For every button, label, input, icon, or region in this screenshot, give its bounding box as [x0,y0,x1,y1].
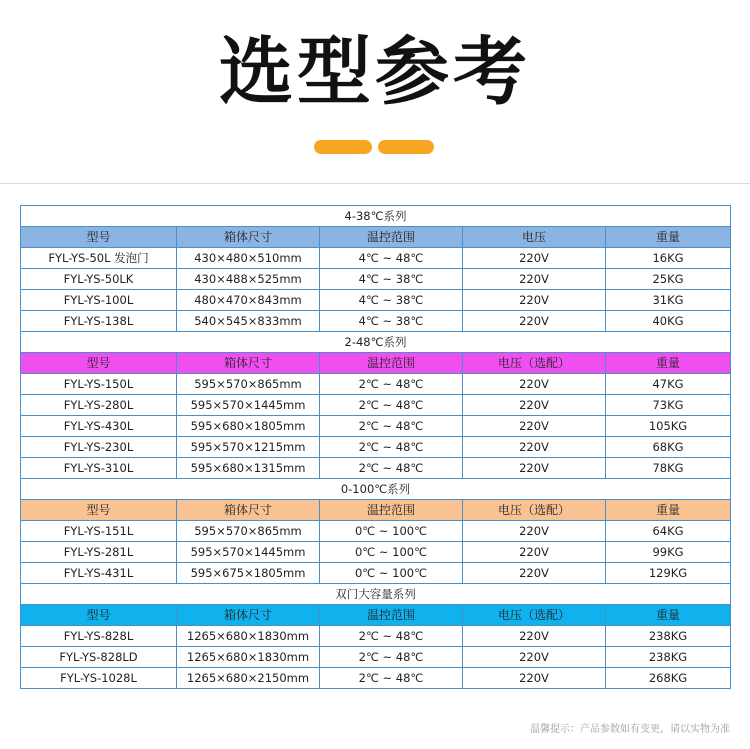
divider [0,183,750,184]
table-cell: FYL-YS-151L [21,521,177,542]
column-header-row [21,227,731,248]
table-row [21,290,731,311]
table-cell: 4℃ ~ 38℃ [320,290,463,311]
table-cell: 595×570×1215mm [177,437,320,458]
table-row [21,668,731,689]
column-header: 箱体尺寸 [177,353,320,374]
table-cell: 220V [463,626,606,647]
table-cell: FYL-YS-430L [21,416,177,437]
column-header: 重量 [606,500,731,521]
column-header: 重量 [606,605,731,626]
table-row [21,248,731,269]
table-row [21,395,731,416]
table-row [21,542,731,563]
table-cell: 595×570×865mm [177,521,320,542]
table-cell: 31KG [606,290,731,311]
table-row [21,416,731,437]
table-cell: 2℃ ~ 48℃ [320,647,463,668]
column-header: 电压（选配） [463,605,606,626]
table-row [21,437,731,458]
column-header: 箱体尺寸 [177,605,320,626]
table-cell: FYL-YS-150L [21,374,177,395]
table-cell: 40KG [606,311,731,332]
table-cell: 99KG [606,542,731,563]
table-cell: 595×680×1315mm [177,458,320,479]
table-cell: 268KG [606,668,731,689]
column-header: 箱体尺寸 [177,227,320,248]
table-cell: FYL-YS-310L [21,458,177,479]
table-cell: 220V [463,647,606,668]
table-cell: FYL-YS-828LD [21,647,177,668]
table-cell: 238KG [606,647,731,668]
table-cell: 2℃ ~ 48℃ [320,374,463,395]
table-cell: 220V [463,458,606,479]
title-decoration-right [378,140,434,154]
footnote: 温馨提示：产品参数如有变更，请以实物为准 [530,724,730,735]
table-cell: 220V [463,437,606,458]
table-cell: FYL-YS-100L [21,290,177,311]
table-cell: 220V [463,563,606,584]
table-row [21,458,731,479]
column-header: 温控范围 [320,605,463,626]
table-cell: 430×488×525mm [177,269,320,290]
table-cell: 220V [463,521,606,542]
table-cell: 1265×680×1830mm [177,647,320,668]
table-cell: 595×570×1445mm [177,542,320,563]
table-cell: 4℃ ~ 38℃ [320,311,463,332]
table-cell: FYL-YS-828L [21,626,177,647]
column-header-row [21,353,731,374]
table-cell: 595×570×1445mm [177,395,320,416]
table-cell: 64KG [606,521,731,542]
table-cell: 4℃ ~ 48℃ [320,248,463,269]
column-header: 电压（选配） [463,500,606,521]
table-cell: 220V [463,668,606,689]
table-cell: 595×570×865mm [177,374,320,395]
table-cell: 480×470×843mm [177,290,320,311]
series-title: 4-38℃系列 [21,206,731,227]
column-header: 温控范围 [320,353,463,374]
table-cell: 595×680×1805mm [177,416,320,437]
table-cell: 2℃ ~ 48℃ [320,626,463,647]
table-cell: 595×675×1805mm [177,563,320,584]
table-cell: 220V [463,395,606,416]
column-header: 型号 [21,605,177,626]
table-row [21,269,731,290]
series-title: 0-100℃系列 [21,479,731,500]
table-row [21,374,731,395]
table-cell: FYL-YS-230L [21,437,177,458]
series-title: 双门大容量系列 [21,584,731,605]
column-header: 型号 [21,353,177,374]
table-cell: 220V [463,416,606,437]
table-cell: 105KG [606,416,731,437]
table-cell: FYL-YS-280L [21,395,177,416]
table-cell: FYL-YS-50L 发泡门 [21,248,177,269]
table-cell: 220V [463,290,606,311]
column-header: 电压（选配） [463,353,606,374]
column-header: 型号 [21,227,177,248]
table-cell: 1265×680×1830mm [177,626,320,647]
column-header: 箱体尺寸 [177,500,320,521]
column-header: 温控范围 [320,227,463,248]
column-header: 重量 [606,227,731,248]
table-cell: 47KG [606,374,731,395]
table-cell: 2℃ ~ 48℃ [320,395,463,416]
table-cell: 2℃ ~ 48℃ [320,668,463,689]
table-cell: 2℃ ~ 48℃ [320,416,463,437]
table-cell: 2℃ ~ 48℃ [320,458,463,479]
series-title-row [21,479,731,500]
table-cell: 220V [463,374,606,395]
column-header: 重量 [606,353,731,374]
table-cell: 0℃ ~ 100℃ [320,542,463,563]
column-header: 型号 [21,500,177,521]
page-title: 选型参考 [219,29,531,115]
table-cell: 220V [463,542,606,563]
table-cell: 4℃ ~ 38℃ [320,269,463,290]
table-row [21,647,731,668]
column-header-row [21,500,731,521]
table-cell: 1265×680×2150mm [177,668,320,689]
table-cell: 540×545×833mm [177,311,320,332]
table-row [21,563,731,584]
table-cell: FYL-YS-50LK [21,269,177,290]
table-cell: FYL-YS-1028L [21,668,177,689]
table-cell: 2℃ ~ 48℃ [320,437,463,458]
table-cell: 238KG [606,626,731,647]
column-header: 温控范围 [320,500,463,521]
spec-table [20,205,731,689]
table-cell: 73KG [606,395,731,416]
column-header: 电压 [463,227,606,248]
table-row [21,311,731,332]
series-title: 2-48℃系列 [21,332,731,353]
table-cell: 430×480×510mm [177,248,320,269]
series-title-row [21,332,731,353]
table-row [21,521,731,542]
table-cell: 220V [463,311,606,332]
table-cell: 78KG [606,458,731,479]
table-cell: 0℃ ~ 100℃ [320,563,463,584]
column-header-row [21,605,731,626]
table-cell: FYL-YS-431L [21,563,177,584]
series-title-row [21,206,731,227]
table-cell: 220V [463,269,606,290]
table-cell: FYL-YS-138L [21,311,177,332]
series-title-row [21,584,731,605]
table-cell: FYL-YS-281L [21,542,177,563]
table-row [21,626,731,647]
table-cell: 68KG [606,437,731,458]
table-cell: 16KG [606,248,731,269]
table-cell: 25KG [606,269,731,290]
table-cell: 129KG [606,563,731,584]
title-decoration-left [314,140,372,154]
table-cell: 220V [463,248,606,269]
table-cell: 0℃ ~ 100℃ [320,521,463,542]
